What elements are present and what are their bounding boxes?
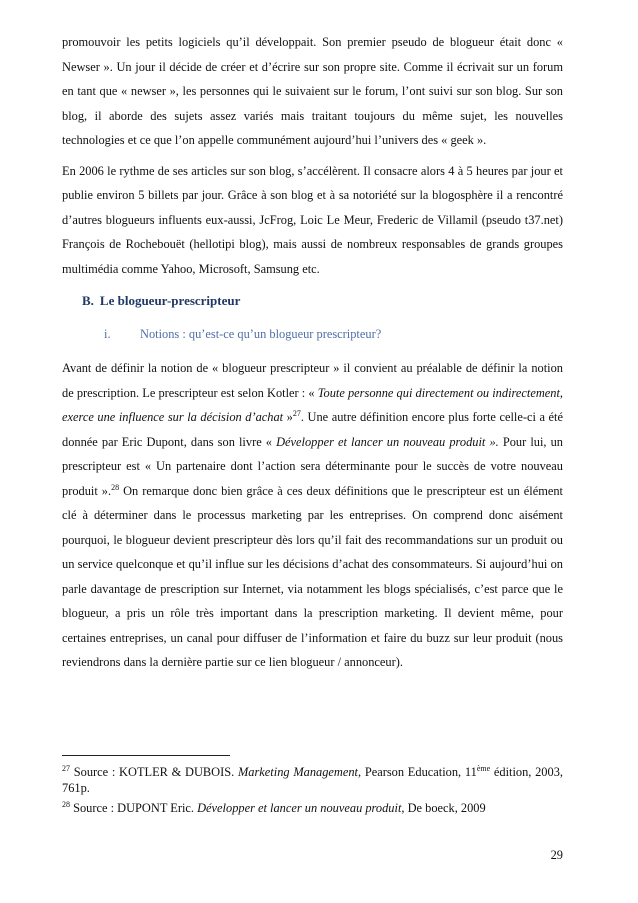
footnote-book-title: Développer et lancer un nouveau produit (197, 801, 402, 815)
footnote-text: , Pearson Education, 11 (358, 765, 477, 779)
p3-text-4: Pour lui, un prescripteur est « Un partenaire dont l’action sera déterminante pour le succès de votre nouveau produit ». (62, 434, 563, 498)
paragraph-1-text: promouvoir les petits logiciels qu’il développait. Son premier pseudo de blogueur était donc « Newser ». Un jour il décide de créer et d’écrire sur son propre site. Comme il écrivait sur un forum en tant que « newser », les personnes qui le suivaient sur le forum, l’ont suivi sur son blog. Sur son blog, il aborde des sujets assez variés mais traitant toujours du même sujet, les nouvelles technologies et ce que l’on appelle communément aujourd’hui l’univers des « geek ». (62, 35, 563, 147)
footnote-text: , De boeck, 2009 (401, 801, 486, 815)
footnote-text: Source : DUPONT Eric. (70, 801, 198, 815)
edition-superscript: ème (476, 763, 491, 773)
paragraph-1 (62, 30, 563, 153)
p3-text-5: On remarque donc bien grâce à ces deux définitions que le prescripteur est un élément clé à déterminer dans le processus marketing par les entreprises. On comprend donc aisément pourquoi, le blogueur devient prescripteur dès lors qu’il fait des recommandations sur un produit ou un service quelconque et qu’il influe sur les décisions d’achat des consommateurs. Si aujourd’hui on parle davantage de prescription sur Internet, via notamment les blogs spécialisés, c’est parce que le blogueur, a pris un rôle très important dans la prescription marketing. Il devient même, pour certaines entreprises, un canal pour diffuser de l’information et faire du buzz sur leur produit (nous reviendrons dans la dernière partie sur ce lien blogueur / annonceur). (62, 483, 564, 669)
footnote-text: Source : KOTLER & DUBOIS. (70, 765, 238, 779)
footnote-27 (62, 764, 563, 796)
section-number: B. (82, 293, 94, 308)
dupont-book-title: Développer et lancer un nouveau produit ». (276, 434, 499, 449)
subsection-title: Notions : qu’est-ce qu’un blogueur prescripteur? (140, 326, 382, 341)
page-number: 29 (550, 848, 563, 862)
footnote-number: 28 (62, 799, 70, 809)
p3-text-2: » (283, 410, 293, 424)
footnotes (62, 764, 563, 820)
paragraph-2: En 2006 le rythme de ses articles sur son blog, s’accélèrent. Il consacre alors 4 à 5 heures par jour et publie environ 5 billets par jour. Grâce à son blog et à sa notoriété sur la blogosphère il a rencontré d’autres blogueurs influents eux-aussi, JcFrog, Loic Le Meur, Frederic de Villamil (pseudo t37.net) François de Rochebouët (hellotipi blog), mais aussi de nombreux responsables de grands groupes multimédia comme Yahoo, Microsoft, Samsung etc. (62, 163, 563, 276)
footnote-number: 27 (62, 763, 70, 773)
paragraph-3 (62, 356, 563, 675)
footnote-28 (62, 800, 563, 816)
footnote-ref-27[interactable]: 27 (292, 408, 301, 418)
subsection-number: i. (104, 326, 111, 341)
subsection-heading-i (104, 322, 563, 347)
kotler-quote: Toute personne qui directement ou indirectement, exerce une influence sur la décision d’achat (62, 385, 563, 424)
p3-text-1: Avant de définir la notion de « blogueur prescripteur » il convient au préalable de définir la notion de prescription. Le prescripteur est selon Kotler : « (62, 361, 563, 400)
footnote-ref-28[interactable]: 28 (111, 482, 120, 492)
p3-text-3: . Une autre définition encore plus forte celle-ci a été donnée par Eric Dupont, dans son livre « (62, 410, 563, 449)
section-title: Le blogueur-prescripteur (99, 293, 241, 308)
footnote-text: édition, 2003, 761p. (62, 765, 563, 795)
section-heading-b (82, 289, 563, 314)
footnote-separator (62, 755, 230, 756)
footnote-book-title: Marketing Management (237, 765, 359, 779)
main-text (62, 30, 563, 681)
